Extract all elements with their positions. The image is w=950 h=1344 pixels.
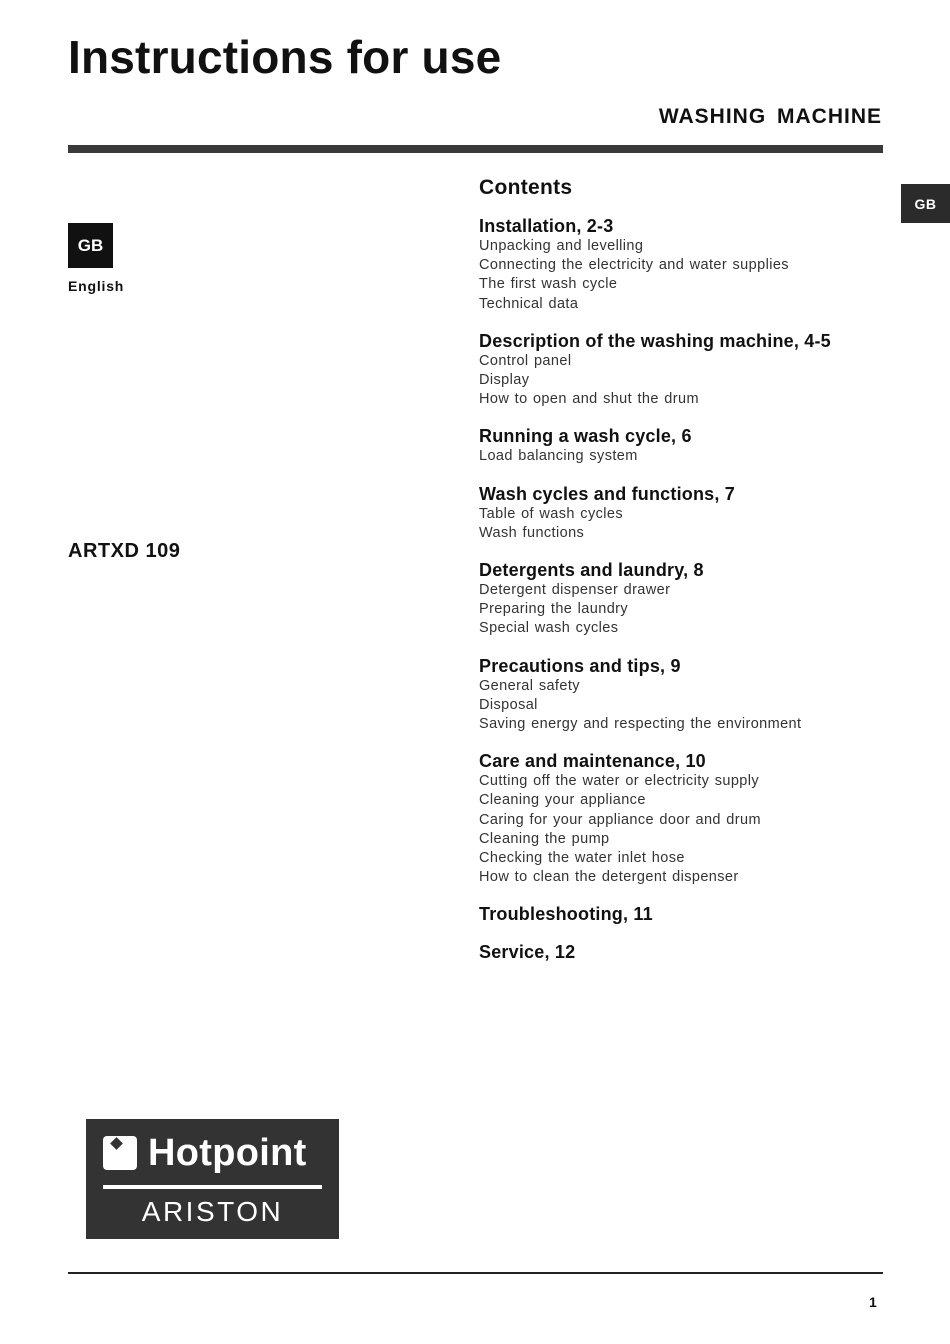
language-label: English xyxy=(68,278,125,294)
logo-sub-text: ARISTON xyxy=(141,1196,284,1227)
section-item: Checking the water inlet hose xyxy=(479,850,685,867)
model-number: ARTXD 109 xyxy=(68,540,181,562)
section-title: Service, 12 xyxy=(479,942,576,963)
contents-section xyxy=(479,655,899,735)
section-item: Table of wash cycles xyxy=(479,505,623,522)
section-item: Cleaning your appliance xyxy=(479,792,646,809)
section-item: How to clean the detergent dispenser xyxy=(479,869,739,886)
section-item: Unpacking and levelling xyxy=(479,238,644,254)
logo-brand-text: Hotpoint xyxy=(148,1132,307,1174)
section-item: Technical data xyxy=(479,295,579,312)
section-title: Care and maintenance, 10 xyxy=(479,751,706,772)
logo-mark-icon xyxy=(103,1136,137,1170)
logo-mark-notch xyxy=(110,1137,123,1150)
logo-divider xyxy=(103,1185,322,1189)
section-item: The first wash cycle xyxy=(479,276,618,293)
section-item: Caring for your appliance door and drum xyxy=(479,811,761,828)
footer-divider xyxy=(68,1272,883,1274)
contents-section xyxy=(479,215,899,314)
section-item: Wash functions xyxy=(479,524,585,541)
contents-section xyxy=(479,425,899,466)
header-divider xyxy=(68,145,883,153)
language-side-tab: GB xyxy=(901,184,950,223)
section-item: Saving energy and respecting the environment xyxy=(479,716,802,733)
section-item: Preparing the laundry xyxy=(479,601,629,618)
brand-logo xyxy=(86,1119,339,1239)
section-title: Running a wash cycle, 6 xyxy=(479,426,692,447)
section-item: How to open and shut the drum xyxy=(479,391,699,408)
contents-section xyxy=(479,903,899,925)
contents-section xyxy=(479,483,899,543)
section-title: Description of the washing machine, 4-5 xyxy=(479,330,831,351)
section-title: Precautions and tips, 9 xyxy=(479,655,681,676)
section-item: Special wash cycles xyxy=(479,620,619,637)
section-title: Wash cycles and functions, 7 xyxy=(479,483,736,504)
section-item: Cutting off the water or electricity supply xyxy=(479,773,760,790)
section-title: Troubleshooting, 11 xyxy=(479,904,653,925)
page-number: 1 xyxy=(869,1294,877,1310)
document-subtitle: WASHING MACHINE xyxy=(658,105,882,128)
section-item: Load balancing system xyxy=(479,448,638,465)
section-item: General safety xyxy=(479,677,580,694)
contents-section xyxy=(479,330,899,410)
section-item: Cleaning the pump xyxy=(479,830,610,847)
table-of-contents xyxy=(479,175,899,979)
contents-sections xyxy=(479,215,899,963)
section-title: Installation, 2-3 xyxy=(479,216,614,236)
language-badge: GB xyxy=(68,223,113,268)
page-title: Instructions for use xyxy=(68,31,502,83)
section-item: Control panel xyxy=(479,352,572,369)
section-item: Detergent dispenser drawer xyxy=(479,582,671,599)
contents-heading: Contents xyxy=(479,176,573,199)
section-item: Disposal xyxy=(479,696,538,713)
contents-section xyxy=(479,941,899,963)
section-item: Display xyxy=(479,372,530,389)
contents-section xyxy=(479,750,899,887)
section-item: Connecting the electricity and water supplies xyxy=(479,257,789,274)
contents-section xyxy=(479,559,899,639)
section-title: Detergents and laundry, 8 xyxy=(479,560,704,581)
